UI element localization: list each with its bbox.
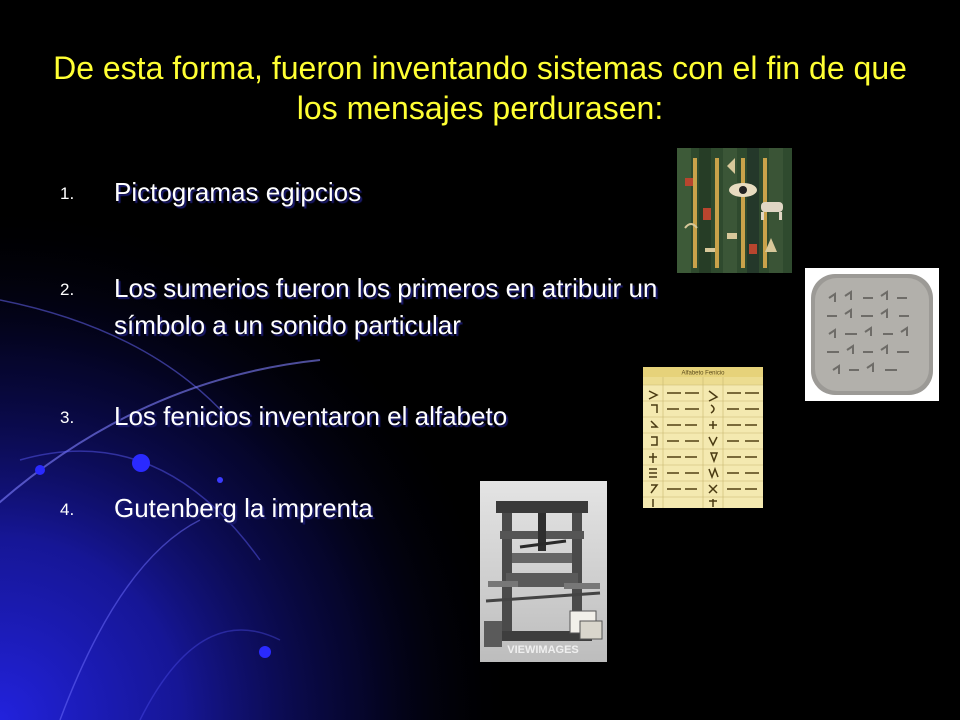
egyptian-hieroglyphs-image [677, 148, 792, 273]
press-watermark: VIEWIMAGES [507, 644, 579, 656]
decor-dot [259, 646, 271, 658]
list-item-text: Los fenicios inventaron el alfabeto [114, 401, 508, 431]
decor-dot [35, 465, 45, 475]
alphabet-table-heading: Alfabeto Fenicio [681, 370, 725, 377]
gutenberg-printing-press-image [480, 481, 607, 662]
list-item [60, 174, 700, 212]
list-item [60, 398, 700, 436]
phoenician-alphabet-table-image [643, 367, 763, 508]
decor-dot [132, 454, 150, 472]
slide-title: De esta forma, fueron inventando sistemas con el fin de que los mensajes perdurasen: [53, 50, 907, 126]
list-item-number: 1. [60, 184, 75, 203]
decor-dot [217, 477, 223, 483]
sumerian-clay-tablet-image [805, 268, 939, 401]
list-item-number: 3. [60, 408, 75, 427]
list-item-text: Los sumerios fueron los primeros en atribuir un símbolo a un sonido particular [114, 273, 658, 340]
list-item-text: Pictogramas egipcios [114, 177, 362, 207]
list-item [60, 270, 700, 344]
list-item-text: Gutenberg la imprenta [114, 493, 373, 523]
list-item-number: 4. [60, 500, 75, 519]
list-item-number: 2. [60, 280, 75, 299]
